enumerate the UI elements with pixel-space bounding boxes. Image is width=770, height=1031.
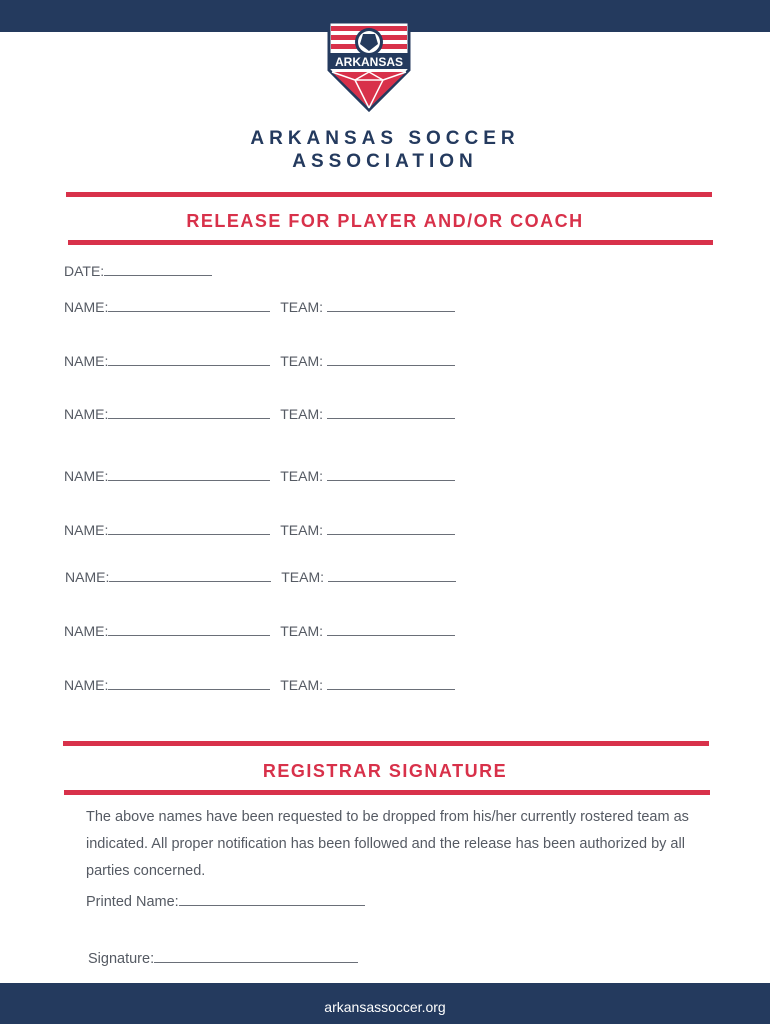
date-field[interactable]: [64, 263, 212, 279]
printed-name-line[interactable]: [179, 895, 365, 906]
printed-name-field[interactable]: [86, 894, 365, 910]
name-line[interactable]: [108, 524, 270, 535]
signature-line[interactable]: [154, 952, 358, 963]
team-label: TEAM:: [280, 522, 324, 538]
name-label: NAME:: [64, 522, 109, 538]
org-name-line-2: ASSOCIATION: [292, 151, 478, 172]
date-label: DATE:: [64, 263, 105, 279]
name-label: NAME:: [64, 299, 109, 315]
team-line[interactable]: [327, 470, 455, 481]
registrar-title: REGISTRAR SIGNATURE: [262, 761, 508, 781]
team-label: TEAM:: [280, 677, 324, 693]
name-team-row[interactable]: [64, 299, 455, 315]
team-label: TEAM:: [280, 623, 324, 639]
name-team-row[interactable]: [64, 468, 455, 484]
name-label: NAME:: [64, 677, 109, 693]
divider-registrar-bottom: [64, 790, 710, 795]
team-line[interactable]: [327, 408, 455, 419]
website-link[interactable]: arkansassoccer.org: [324, 999, 446, 1015]
name-team-row[interactable]: [64, 406, 455, 422]
printed-name-label: Printed Name:: [86, 894, 179, 910]
team-label: TEAM:: [280, 406, 324, 422]
name-label: NAME:: [64, 623, 109, 639]
registrar-statement: The above names have been requested to be dropped from his/her currently rostered team as indicated. All proper notification has been followed and the release has been authorized by all parties concerned.: [86, 809, 689, 879]
team-line[interactable]: [327, 355, 455, 366]
team-line[interactable]: [327, 524, 455, 535]
team-line[interactable]: [327, 679, 455, 690]
name-label: NAME:: [65, 569, 110, 585]
name-line[interactable]: [109, 571, 271, 582]
arkansas-soccer-logo: [325, 20, 413, 112]
name-label: NAME:: [64, 353, 109, 369]
divider-top: [66, 192, 712, 197]
name-team-row[interactable]: [65, 569, 456, 585]
release-title: RELEASE FOR PLAYER AND/OR COACH: [186, 211, 584, 231]
signature-field[interactable]: [88, 951, 358, 967]
name-line[interactable]: [108, 408, 270, 419]
team-label: TEAM:: [280, 299, 324, 315]
team-line[interactable]: [327, 301, 455, 312]
team-label: TEAM:: [280, 353, 324, 369]
divider-release-bottom: [68, 240, 713, 245]
logo-text: ARKANSAS: [334, 55, 404, 69]
name-line[interactable]: [108, 355, 270, 366]
name-team-row[interactable]: [64, 677, 455, 693]
name-team-row[interactable]: [64, 353, 455, 369]
name-line[interactable]: [108, 679, 270, 690]
footer-banner: [0, 983, 770, 1024]
org-name-line-1: ARKANSAS SOCCER: [250, 128, 520, 149]
name-line[interactable]: [108, 470, 270, 481]
team-line[interactable]: [328, 571, 456, 582]
team-line[interactable]: [327, 625, 455, 636]
date-line[interactable]: [104, 265, 212, 276]
name-team-row[interactable]: [64, 522, 455, 538]
name-line[interactable]: [108, 625, 270, 636]
team-label: TEAM:: [280, 468, 324, 484]
name-team-row[interactable]: [64, 623, 455, 639]
name-line[interactable]: [108, 301, 270, 312]
signature-label: Signature:: [88, 951, 155, 967]
divider-registrar-top: [63, 741, 709, 746]
name-label: NAME:: [64, 468, 109, 484]
name-label: NAME:: [64, 406, 109, 422]
team-label: TEAM:: [281, 569, 325, 585]
